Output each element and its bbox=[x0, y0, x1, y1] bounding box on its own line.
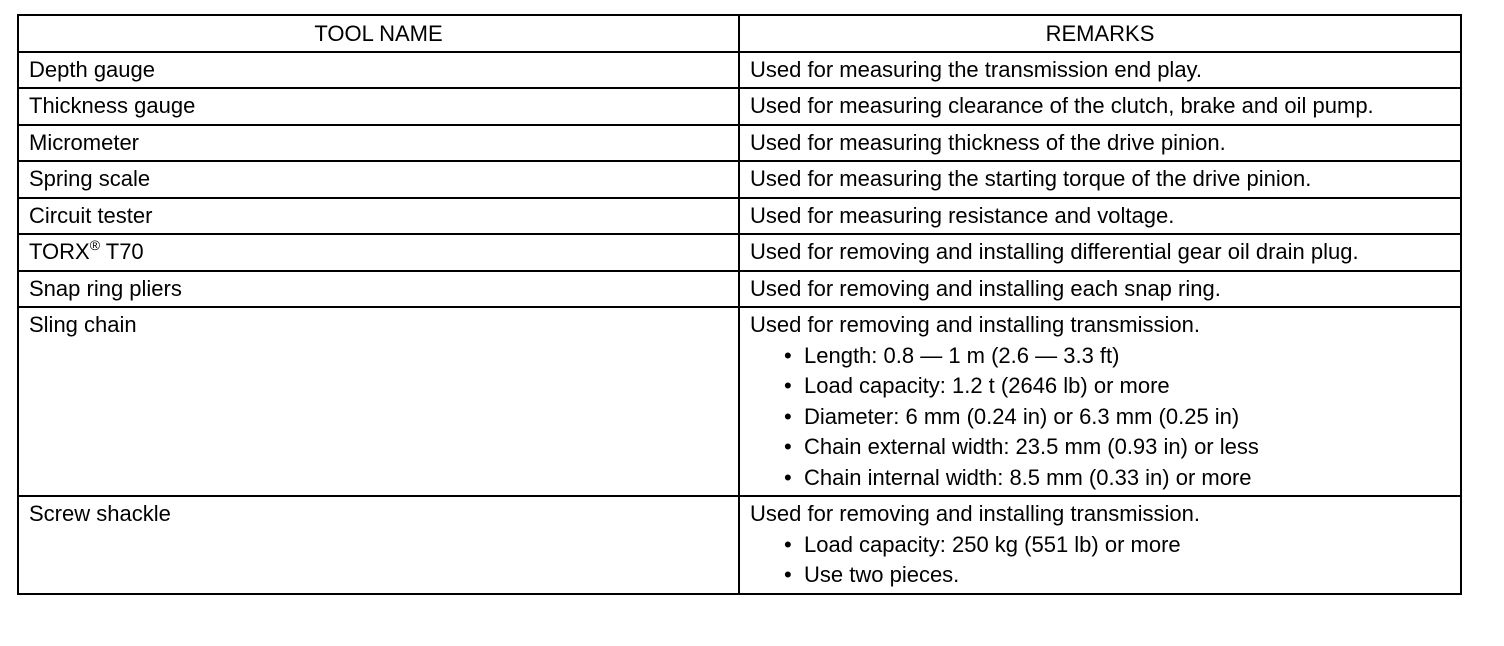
bullet-icon: • bbox=[784, 342, 792, 368]
tool-name-cell: Screw shackle bbox=[18, 496, 739, 594]
tool-name-cell: Sling chain bbox=[18, 307, 739, 496]
spec-text: Chain internal width: 8.5 mm (0.33 in) or more bbox=[804, 464, 1252, 490]
spec-item bbox=[784, 560, 1450, 591]
bullet-icon: • bbox=[784, 464, 792, 490]
tool-name-suffix: T70 bbox=[100, 239, 144, 264]
registered-mark: ® bbox=[89, 237, 101, 253]
spec-item bbox=[784, 402, 1450, 433]
bullet-icon: • bbox=[784, 562, 792, 587]
tool-name-text: TORX bbox=[29, 239, 90, 264]
remark-cell: Used for removing and installing differential gear oil drain plug. bbox=[739, 234, 1461, 271]
spec-item bbox=[784, 371, 1450, 402]
remark-cell: Used for measuring resistance and voltage. bbox=[739, 198, 1461, 235]
spec-list bbox=[750, 341, 1450, 494]
bullet-icon: • bbox=[784, 373, 792, 398]
table-row bbox=[18, 198, 1461, 235]
table-row bbox=[18, 496, 1461, 594]
spec-item bbox=[784, 432, 1450, 463]
spec-text: Diameter: 6 mm (0.24 in) or 6.3 mm (0.25 in) bbox=[804, 403, 1240, 429]
header-tool-name: TOOL NAME bbox=[18, 15, 739, 52]
table-row bbox=[18, 88, 1461, 125]
table-row bbox=[18, 234, 1461, 271]
spec-item bbox=[784, 530, 1450, 561]
remark-text: Used for measuring clearance of the clutch, brake and oil pump. bbox=[750, 93, 1374, 118]
table-row bbox=[18, 161, 1461, 198]
tool-name-cell: Spring scale bbox=[18, 161, 739, 198]
remark-cell bbox=[739, 496, 1461, 594]
spec-text: Use two pieces. bbox=[804, 562, 960, 587]
spec-text: Load capacity: 1.2 t (2646 lb) or more bbox=[804, 373, 1170, 398]
tool-name-cell: Thickness gauge bbox=[18, 88, 739, 125]
spec-text: Length: 0.8 — 1 m (2.6 — 3.3 ft) bbox=[804, 342, 1120, 368]
tool-name-cell: Depth gauge bbox=[18, 52, 739, 89]
remark-cell: Used for measuring thickness of the drive pinion. bbox=[739, 125, 1461, 162]
tool-name-cell: Circuit tester bbox=[18, 198, 739, 235]
table-row bbox=[18, 271, 1461, 308]
table-header-row bbox=[18, 15, 1461, 52]
table-row bbox=[18, 125, 1461, 162]
remark-cell: Used for measuring the starting torque of the drive pinion. bbox=[739, 161, 1461, 198]
remark-cell: Used for measuring the transmission end play. bbox=[739, 52, 1461, 89]
tools-table bbox=[17, 14, 1462, 595]
bullet-icon: • bbox=[784, 434, 792, 459]
tool-name-cell bbox=[18, 234, 739, 271]
spec-text: Load capacity: 250 kg (551 lb) or more bbox=[804, 531, 1181, 557]
spec-text: Chain external width: 23.5 mm (0.93 in) or less bbox=[804, 434, 1259, 459]
spec-list bbox=[750, 530, 1450, 591]
spec-item bbox=[784, 463, 1450, 494]
table-row bbox=[18, 52, 1461, 89]
tool-name-cell: Micrometer bbox=[18, 125, 739, 162]
remark-cell bbox=[739, 88, 1461, 125]
table-row bbox=[18, 307, 1461, 496]
remark-cell: Used for removing and installing each snap ring. bbox=[739, 271, 1461, 308]
remark-text: Used for removing and installing transmission. bbox=[750, 312, 1200, 337]
spec-item bbox=[784, 341, 1450, 372]
bullet-icon: • bbox=[784, 531, 792, 557]
remark-text: Used for removing and installing transmission. bbox=[750, 501, 1200, 526]
bullet-icon: • bbox=[784, 403, 792, 429]
tool-name-cell: Snap ring pliers bbox=[18, 271, 739, 308]
header-remarks: REMARKS bbox=[739, 15, 1461, 52]
remark-cell bbox=[739, 307, 1461, 496]
